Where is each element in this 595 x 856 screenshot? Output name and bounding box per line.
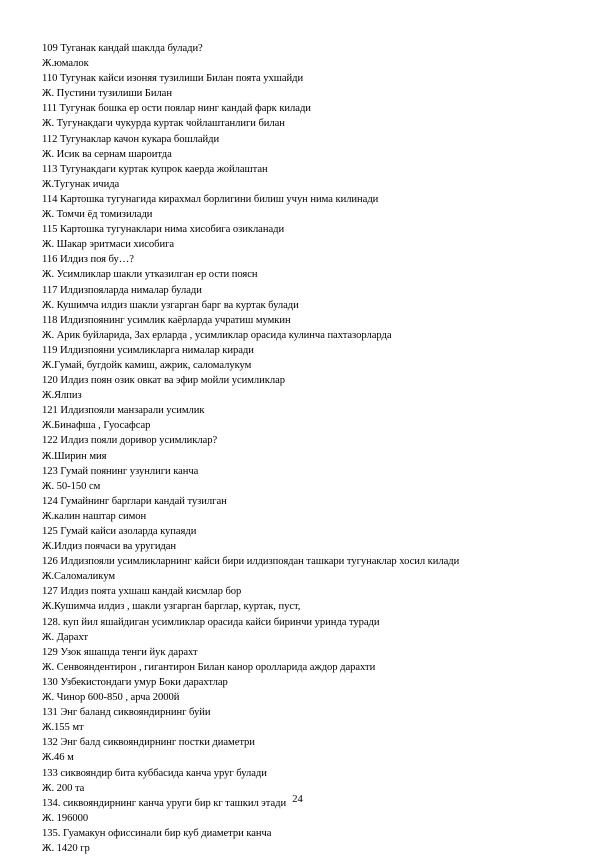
answer-line: Ж.юмалок bbox=[42, 58, 89, 70]
answer-line: Ж. Шакар эритмаси хисобига bbox=[42, 239, 175, 251]
question-line: 111 Тугунак бошка ер ости поялар нинг кандай фарк килади bbox=[42, 103, 311, 115]
question-line: 129 Узок яшашда тенги йук дарахт bbox=[42, 646, 198, 658]
question-line: 119 Илдизпояни усимликларга нималар киради bbox=[42, 344, 254, 356]
answer-line: Ж. Сенвояндентирон , гигантирон Билан канор оролларида аждор дарахти bbox=[42, 661, 376, 673]
question-line: 131 Энг баланд сиквояндирнинг буйи bbox=[42, 707, 211, 719]
answer-line: Ж. Тугунакдаги чукурда куртак чойлаштанлиги билан bbox=[42, 118, 285, 130]
answer-line: Ж. 1420 гр bbox=[42, 842, 90, 854]
qa-list bbox=[42, 41, 582, 856]
answer-line: Ж. Чинор 600-850 , арча 2000й bbox=[42, 692, 180, 704]
question-line: 132 Энг балд сиквояндирнинг постки диаметри bbox=[42, 737, 255, 749]
question-line: 117 Илдизпояларда нималар булади bbox=[42, 284, 202, 296]
question-line: 130 Узбекистондаги умур Боки дарахтлар bbox=[42, 676, 228, 688]
question-line: 135. Гуамакун офиссинали бир куб диаметри канча bbox=[42, 827, 272, 839]
answer-line: Ж.Тугунак ичида bbox=[42, 178, 120, 190]
answer-line: Ж. 50-150 см bbox=[42, 480, 101, 492]
answer-line: Ж. Томчи ёд томизилади bbox=[42, 209, 153, 221]
answer-line: Ж.Ширин мия bbox=[42, 450, 107, 462]
answer-line: Ж. 196000 bbox=[42, 812, 89, 824]
answer-line: Ж.Гумай, бугдойк камиш, ажрик, саломалукум bbox=[42, 359, 252, 371]
question-line: 126 Илдизпояли усимликларнинг кайси бири илдизпоядан ташкари тугунаклар хосил килади bbox=[42, 556, 460, 568]
question-line: 112 Тугунаклар качон кукара бошлайди bbox=[42, 133, 220, 145]
question-line: 113 Тугунакдаги куртак купрок каерда жойлаштан bbox=[42, 163, 268, 175]
answer-line: Ж.Бинафша , Гуосафсар bbox=[42, 420, 151, 432]
question-line: 109 Туганак кандай шаклда булади? bbox=[42, 43, 203, 54]
answer-line: Ж. Пустини тузилиши Билан bbox=[42, 88, 172, 100]
question-line: 116 Илдиз поя бу…? bbox=[42, 254, 134, 266]
question-line: 123 Гумай поянинг узунлиги канча bbox=[42, 465, 199, 477]
answer-line: Ж. 200 та bbox=[42, 782, 85, 794]
answer-line: Ж. Кушимча илдиз шакли узгарган барг ва куртак булади bbox=[42, 299, 299, 311]
page-number: 24 bbox=[292, 794, 303, 805]
question-line: 118 Илдизпоянинг усимлик каёрларда учратиш мумкин bbox=[42, 314, 291, 326]
answer-line: Ж. Усимликлар шакли утказилган ер ости поясн bbox=[42, 269, 258, 281]
answer-line: Ж.46 м bbox=[42, 752, 74, 764]
question-line: 122 Илдиз пояли доривор усимликлар? bbox=[42, 435, 218, 447]
question-line: 134. сиквояндирнинг канча уруги бир кг ташкил этади bbox=[42, 797, 287, 809]
question-line: 115 Картошка тугунаклари нима хисобига озикланади bbox=[42, 224, 285, 236]
question-line: 128. куп йил яшайдиган усимликлар орасида кайси биринчи уринда туради bbox=[42, 616, 380, 628]
answer-line: Ж. Арик буйларида, Зах ерларда , усимликлар орасида кулинча пахтазорларда bbox=[42, 329, 392, 341]
question-line: 121 Илдизпояли манзарали усимлик bbox=[42, 405, 205, 417]
question-line: 124 Гумайнинг барглари кандай тузилган bbox=[42, 495, 227, 507]
question-line: 114 Картошка тугунагида кирахмал борлигини билиш учун нима килинади bbox=[42, 193, 379, 205]
answer-line: Ж. Исик ва сернам шароитда bbox=[42, 148, 172, 160]
question-line: 110 Тугунак кайси изоняя тузилиши Билан поята ухшайди bbox=[42, 73, 304, 85]
answer-line: Ж. Дарахт bbox=[42, 631, 88, 643]
answer-line: Ж.калин наштар симон bbox=[42, 510, 147, 522]
question-line: 120 Илдиз поян озик овкат ва эфир мойли усимликлар bbox=[42, 375, 285, 387]
question-line: 125 Гумай кайси азоларда купаяди bbox=[42, 526, 197, 537]
question-line: 127 Илдиз поята ухшаш кандай кисмлар бор bbox=[42, 586, 242, 598]
answer-line: Ж.Илдиз поячаси ва уругидан bbox=[42, 541, 177, 553]
question-line: 133 сиквояндир бита куббасида канча уруг булади bbox=[42, 767, 267, 779]
answer-line: Ж.Саломаликум bbox=[42, 571, 115, 583]
answer-line: Ж.Ялпиз bbox=[42, 390, 82, 402]
answer-line: Ж.155 мт bbox=[42, 722, 84, 734]
answer-line: Ж.Кушимча илдиз , шакли узгарган барглар, куртак, пуст, bbox=[42, 601, 301, 613]
